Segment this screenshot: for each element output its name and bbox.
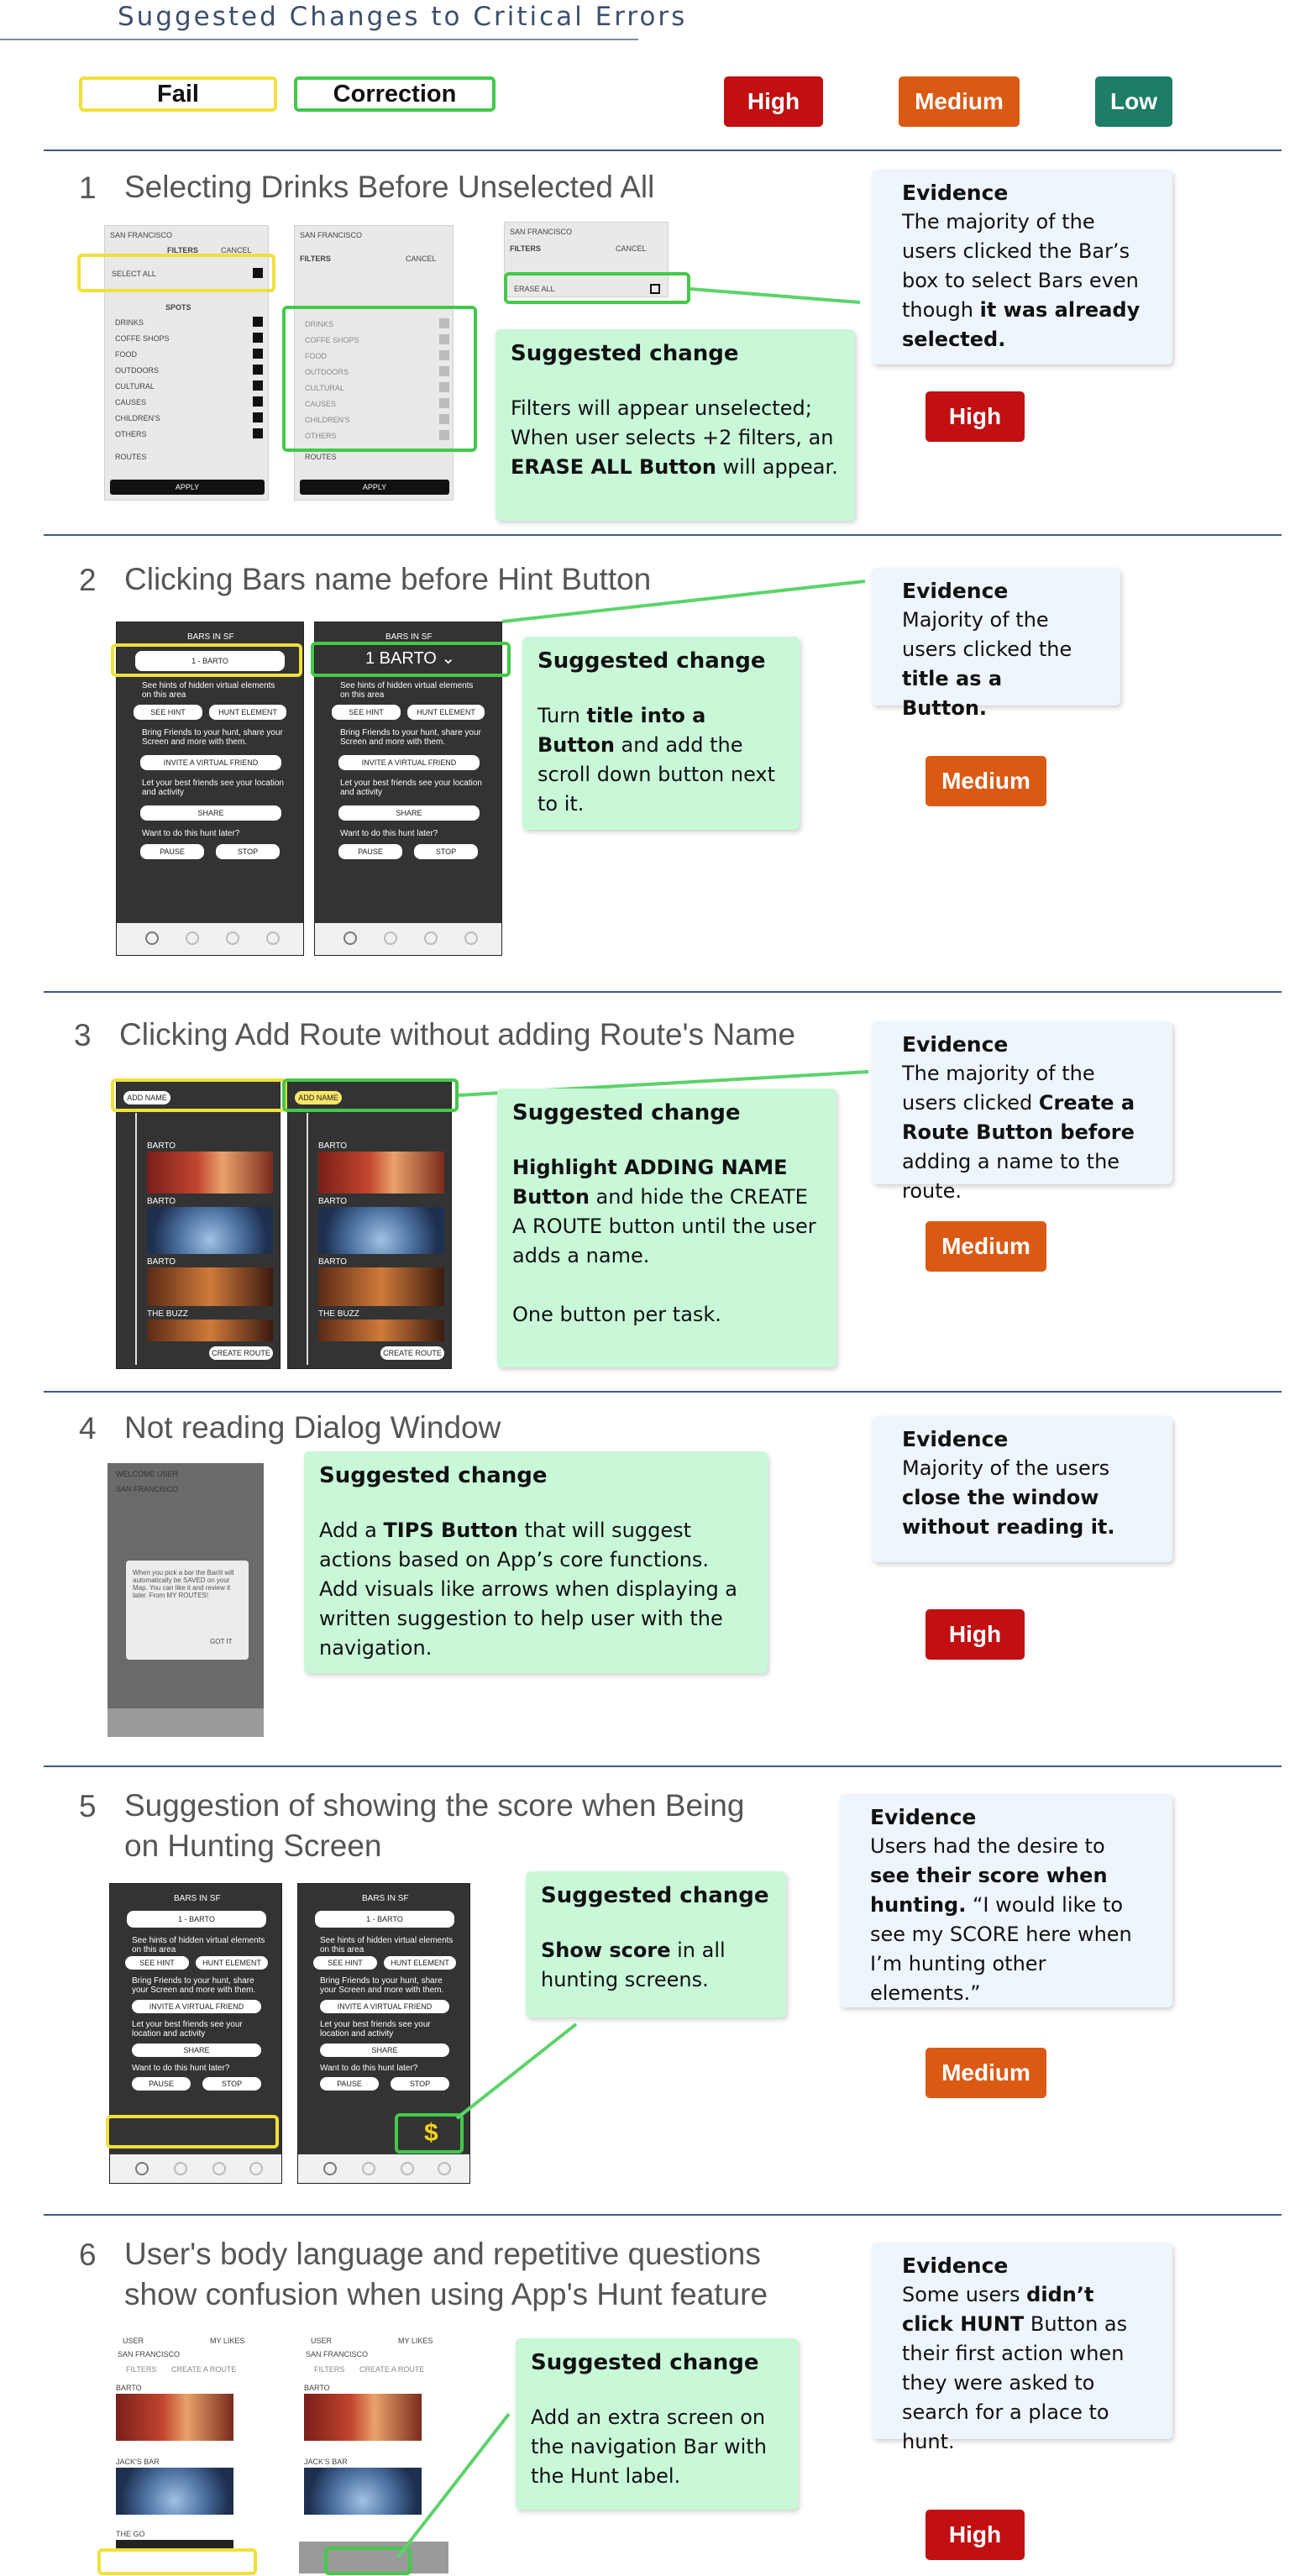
evidence-card	[840, 1794, 1172, 2007]
route-stop-label: BARTO	[318, 1197, 348, 1206]
filter-item: OUTDOORS	[115, 366, 160, 375]
route-stop-label: BARTO	[318, 1257, 348, 1267]
nav-icon[interactable]	[135, 2162, 149, 2175]
bottom-nav	[110, 2154, 282, 2184]
section-title-line2: show confusion when using App's Hunt feature	[124, 2277, 768, 2311]
evidence-text: Some users didn’t click HUNT Button as their first action when they were asked to search for a place to hunt.	[902, 2283, 1128, 2453]
later-text: Want to do this hunt later?	[142, 829, 240, 838]
route-stop-label: BARTO	[318, 1141, 348, 1151]
filter-item: DRINKS	[115, 318, 144, 327]
list-mockup-fail	[111, 2332, 260, 2573]
route-stop-photo	[318, 1152, 444, 1194]
section-title-line1: Suggestion of showing the score when Being	[124, 1788, 745, 1823]
bar-select[interactable]: 1 - BARTO	[127, 1911, 266, 1928]
apply-button[interactable]: APPLY	[300, 480, 449, 495]
section-divider	[44, 1765, 1282, 1767]
suggestion-card	[516, 2338, 798, 2510]
nav-icon[interactable]	[362, 2162, 375, 2175]
hint-text: See hints of hidden virtual elements on this area	[320, 1936, 454, 1954]
share-button[interactable]: SHARE	[320, 2043, 449, 2057]
suggestion-card	[304, 1451, 768, 1673]
hunt-header: BARS IN SF	[385, 632, 433, 642]
connector-line	[689, 286, 862, 306]
create-route-button[interactable]: CREATE ROUTE	[380, 1346, 444, 1360]
hunt-element-button[interactable]: HUNT ELEMENT	[407, 705, 485, 720]
stop-button[interactable]: STOP	[202, 2077, 261, 2091]
evidence-text: Majority of the users close the window without reading it.	[902, 1456, 1115, 1539]
stop-button[interactable]: STOP	[391, 2077, 449, 2091]
filter-item: CAUSES	[305, 400, 337, 408]
fail-highlight	[106, 2115, 279, 2148]
location-label: SAN FRANCISCO	[110, 231, 173, 239]
filter-item: OUTDOORS	[305, 368, 349, 376]
pause-button[interactable]: PAUSE	[140, 844, 204, 859]
create-route-label[interactable]: CREATE A ROUTE	[171, 2365, 237, 2374]
user-label: USER	[123, 2337, 144, 2345]
cancel-label: CANCEL	[406, 254, 437, 263]
suggestion-card	[497, 1089, 836, 1367]
nav-icon[interactable]	[464, 931, 478, 945]
nav-icon[interactable]	[384, 931, 397, 945]
route-stop-photo	[318, 1207, 444, 1254]
legend-medium-badge: Medium	[899, 76, 1020, 127]
section-title-line2: on Hunting Screen	[124, 1828, 382, 1863]
bring-text: Bring Friends to your hunt, share your Screen and more with them.	[142, 728, 283, 747]
route-mockup-fail	[116, 1078, 281, 1369]
filter-item: OTHERS	[115, 430, 147, 438]
bar-select[interactable]: 1 - BARTO	[315, 1911, 454, 1928]
let-text: Let your best friends see your location and activity	[320, 2020, 431, 2038]
bring-text: Bring Friends to your hunt, share your Screen and more with them.	[340, 728, 481, 747]
filter-item: FOOD	[305, 352, 327, 360]
checkbox	[650, 284, 660, 294]
nav-icon[interactable]	[343, 931, 357, 945]
nav-icon[interactable]	[212, 2162, 226, 2175]
got-it-button[interactable]: GOT IT	[210, 1638, 233, 1645]
nav-icon[interactable]	[174, 2162, 187, 2175]
hunt-header: BARS IN SF	[174, 1894, 221, 1903]
hunt-element-button[interactable]: HUNT ELEMENT	[209, 705, 286, 720]
hint-text: See hints of hidden virtual elements on this area	[132, 1936, 265, 1954]
section-title: Clicking Bars name before Hint Button	[124, 562, 652, 596]
location-label: SAN FRANCISCO	[306, 2350, 369, 2358]
suggestion-text: Add an extra screen on the navigation Bar with the Hunt label.	[531, 2405, 767, 2488]
evidence-text: The majority of the users clicked Create a Route Button before adding a name to the route.	[902, 1062, 1135, 1203]
section-number: 3	[74, 1018, 92, 1052]
severity-badge: Medium	[926, 2048, 1046, 2098]
later-text: Want to do this hunt later?	[132, 2064, 230, 2073]
location-label: SAN FRANCISCO	[118, 2350, 181, 2358]
page-title: Suggested Changes to Critical Errors	[118, 2, 688, 32]
share-button[interactable]: SHARE	[140, 805, 281, 821]
later-text: Want to do this hunt later?	[340, 829, 438, 838]
nav-icon[interactable]	[438, 2162, 451, 2175]
list-item-photo	[116, 2394, 233, 2441]
suggestion-text: Highlight ADDING NAME Button and hide the CREATE A ROUTE button until the user adds a name.	[512, 1156, 816, 1267]
route-stop-label: THE BUZZ	[318, 1309, 359, 1319]
route-stop-label: BARTO	[147, 1141, 176, 1151]
evidence-text: Users had the desire to see their score when hunting. “I would like to see my SCORE here when I’m hunting other elements.”	[870, 1834, 1132, 2005]
apply-button[interactable]: APPLY	[110, 480, 265, 495]
evidence-title: Evidence	[902, 1032, 1009, 1057]
section-title-line1: User's body language and repetitive questions	[124, 2237, 761, 2271]
add-name-button[interactable]: ADD NAME	[123, 1091, 170, 1104]
route-stop-label: THE BUZZ	[147, 1309, 188, 1319]
filters-label[interactable]: FILTERS	[126, 2365, 157, 2374]
list-item-label: JACK'S BAR	[116, 2458, 160, 2466]
connector-line	[395, 2411, 512, 2560]
pause-button[interactable]: PAUSE	[320, 2077, 379, 2091]
invite-button[interactable]: INVITE A VIRTUAL FRIEND	[338, 755, 480, 770]
filter-item: OTHERS	[305, 432, 337, 440]
filter-item: DRINKS	[305, 320, 334, 328]
welcome-user: WELCOME USER	[116, 1470, 179, 1478]
route-stop-photo	[318, 1267, 444, 1306]
erase-all-button[interactable]: ERASE ALL	[514, 285, 555, 293]
filter-item: CHILDREN'S	[305, 416, 350, 424]
section-divider	[44, 2214, 1282, 2216]
list-item-photo	[116, 2468, 233, 2515]
nav-icon[interactable]	[323, 2162, 337, 2175]
evidence-text: The majority of the users clicked the Bar’s box to select Bars even though it was already selected.	[902, 210, 1141, 351]
route-stop-label: BARTO	[147, 1257, 176, 1267]
my-likes-label: MY LIKES	[210, 2337, 245, 2345]
list-item-label: BARTO	[304, 2384, 330, 2392]
evidence-title: Evidence	[902, 1427, 1009, 1451]
filters-header: FILTERS	[510, 244, 541, 253]
checkbox-column	[253, 317, 263, 443]
section-number: 2	[79, 563, 97, 597]
share-button[interactable]: SHARE	[338, 805, 480, 821]
bar-title-button[interactable]: 1 BARTO ⌄	[365, 649, 456, 668]
filter-item: CULTURAL	[305, 384, 344, 392]
evidence-title: Evidence	[902, 2253, 1009, 2278]
fail-highlight	[111, 1078, 287, 1112]
list-item-label: BARTO	[116, 2384, 142, 2392]
suggestion-title: Suggested change	[319, 1463, 548, 1488]
section-number: 4	[79, 1411, 97, 1445]
bottom-nav	[298, 2154, 470, 2184]
section-title: Selecting Drinks Before Unselected All	[124, 170, 655, 204]
dialog-mockup	[108, 1463, 264, 1737]
list-item-label: JACK'S BAR	[304, 2458, 348, 2466]
location-label: SAN FRANCISCO	[300, 231, 363, 239]
suggestion-text: Turn title into a Button and add the scroll down button next to it.	[538, 704, 776, 816]
hunt-element-button[interactable]: HUNT ELEMENT	[196, 1956, 268, 1970]
route-stop-photo	[147, 1152, 273, 1194]
nav-icon[interactable]	[424, 931, 438, 945]
evidence-text: Majority of the users clicked the title as a Button.	[902, 608, 1072, 720]
section-divider	[44, 991, 1282, 993]
correction-highlight	[504, 272, 690, 304]
evidence-card	[872, 2243, 1172, 2453]
severity-badge: Medium	[926, 1221, 1046, 1272]
score-coins-icon: $	[424, 2119, 438, 2147]
route-stop-photo	[318, 1319, 444, 1341]
evidence-card	[872, 1416, 1172, 1562]
let-text: Let your best friends see your location and activity	[340, 779, 482, 797]
filters-header: FILTERS	[167, 246, 198, 254]
suggestion-card	[526, 1871, 786, 2017]
cancel-label: CANCEL	[616, 244, 647, 253]
stop-button[interactable]: STOP	[216, 844, 280, 859]
correction-highlight	[282, 306, 477, 452]
severity-badge: High	[926, 391, 1025, 442]
invite-button[interactable]: INVITE A VIRTUAL FRIEND	[132, 2000, 261, 2013]
user-label: USER	[311, 2337, 333, 2345]
section-title: Not reading Dialog Window	[124, 1410, 501, 1445]
dialog-window	[126, 1561, 249, 1660]
hunt-header: BARS IN SF	[362, 1894, 409, 1903]
select-all-label: SELECT ALL	[112, 270, 156, 278]
legend-correction: Correction	[294, 76, 496, 112]
bar-select[interactable]: 1 - BARTO	[135, 651, 285, 671]
nav-icon[interactable]	[226, 931, 239, 945]
suggestion-note: One button per task.	[512, 1303, 721, 1326]
routes-label: ROUTES	[115, 453, 147, 461]
filter-item: CULTURAL	[115, 382, 155, 391]
severity-badge: High	[926, 1609, 1025, 1660]
evidence-title: Evidence	[902, 181, 1009, 205]
suggestion-text: Filters will appear unselected; When user selects +2 filters, an ERASE ALL Button will appear.	[511, 396, 838, 479]
invite-button[interactable]: INVITE A VIRTUAL FRIEND	[320, 2000, 449, 2013]
suggestion-card	[496, 329, 855, 521]
nav-icon[interactable]	[145, 931, 159, 945]
fail-highlight	[111, 643, 302, 677]
stop-button[interactable]: STOP	[414, 844, 478, 859]
filter-item: CHILDREN'S	[115, 414, 160, 422]
see-hint-button[interactable]: SEE HINT	[313, 1956, 377, 1970]
suggestion-card	[522, 637, 800, 830]
evidence-card	[872, 170, 1172, 365]
see-hint-button[interactable]: SEE HINT	[332, 705, 401, 720]
section-divider	[44, 150, 1282, 151]
suggestion-text: Show score in all hunting screens.	[541, 1939, 726, 1991]
filters-header: FILTERS	[300, 254, 331, 263]
cancel-label: CANCEL	[221, 246, 252, 254]
evidence-card	[872, 1021, 1172, 1203]
dialog-text: When you pick a bar the Bar/it will automatically be SAVED on your Map. You can like it and review it later. From MY ROUTES!	[133, 1569, 234, 1599]
suggestion-title: Suggested change	[531, 2350, 759, 2375]
filter-item: COFFE SHOPS	[115, 334, 170, 343]
route-stop-label: BARTO	[147, 1197, 176, 1206]
bottom-nav	[117, 923, 304, 956]
create-route-button[interactable]: CREATE ROUTE	[209, 1346, 273, 1360]
nav-icon[interactable]	[401, 2162, 414, 2175]
severity-badge: High	[926, 2510, 1025, 2560]
section-number: 5	[79, 1789, 97, 1823]
correction-highlight	[282, 1078, 459, 1112]
location-label: SAN FRANCISCO	[510, 228, 573, 236]
correction-highlight	[311, 642, 511, 677]
bottom-nav	[315, 923, 502, 956]
section-divider	[44, 534, 1282, 536]
add-name-button[interactable]: ADD NAME	[295, 1091, 342, 1104]
title-underline	[0, 39, 638, 40]
invite-button[interactable]: INVITE A VIRTUAL FRIEND	[140, 755, 281, 770]
hunt-header: BARS IN SF	[187, 632, 234, 642]
suggestion-title: Suggested change	[541, 1883, 769, 1908]
bottom-nav	[108, 1708, 264, 1737]
suggestion-title: Suggested change	[511, 341, 739, 366]
fail-highlight	[97, 2548, 257, 2575]
spots-label: SPOTS	[165, 303, 191, 312]
let-text: Let your best friends see your location and activity	[132, 2020, 243, 2038]
nav-icon[interactable]	[186, 931, 199, 945]
filter-item: COFFE SHOPS	[305, 336, 359, 344]
my-likes-label: MY LIKES	[398, 2337, 433, 2345]
filter-item: CAUSES	[115, 398, 147, 407]
route-stop-photo	[147, 1267, 273, 1306]
hint-text: See hints of hidden virtual elements on this area	[340, 681, 474, 700]
let-text: Let your best friends see your location and activity	[142, 779, 284, 797]
route-line	[135, 1113, 137, 1365]
suggestion-title: Suggested change	[538, 648, 766, 674]
list-item-label: THE GO	[116, 2530, 145, 2538]
nav-icon[interactable]	[249, 2162, 263, 2175]
chevron-down-icon: ⌄	[441, 649, 456, 668]
bring-text: Bring Friends to your hunt, share your Screen and more with them.	[132, 1976, 256, 1995]
evidence-title: Evidence	[902, 579, 1009, 603]
section-number: 6	[79, 2238, 97, 2272]
evidence-card	[872, 568, 1120, 720]
section-title: Clicking Add Route without adding Route's Name	[119, 1017, 796, 1052]
bring-text: Bring Friends to your hunt, share your Screen and more with them.	[320, 1976, 444, 1995]
route-line	[307, 1113, 308, 1365]
see-hint-button[interactable]: SEE HINT	[134, 705, 202, 720]
legend-high-badge: High	[724, 76, 823, 127]
pause-button[interactable]: PAUSE	[132, 2077, 191, 2091]
share-button[interactable]: SHARE	[132, 2043, 261, 2057]
filters-label[interactable]: FILTERS	[314, 2365, 345, 2374]
suggestion-title: Suggested change	[512, 1100, 741, 1125]
routes-label: ROUTES	[305, 453, 337, 461]
section-number: 1	[79, 171, 97, 205]
severity-badge: Medium	[926, 756, 1046, 806]
hint-text: See hints of hidden virtual elements on this area	[142, 681, 275, 700]
hunt-element-button[interactable]: HUNT ELEMENT	[384, 1956, 456, 1970]
nav-icon[interactable]	[266, 931, 280, 945]
connector-line	[454, 2021, 579, 2122]
location-label: SAN FRANCISCO	[116, 1485, 179, 1493]
later-text: Want to do this hunt later?	[320, 2064, 418, 2073]
section-divider	[44, 1391, 1282, 1393]
route-mockup-correction	[287, 1078, 452, 1369]
route-stop-photo	[147, 1207, 273, 1254]
pause-button[interactable]: PAUSE	[338, 844, 402, 859]
connector-line	[501, 578, 867, 625]
create-route-label[interactable]: CREATE A ROUTE	[359, 2365, 425, 2374]
route-stop-photo	[147, 1319, 273, 1341]
suggestion-text: Add a TIPS Button that will suggest actions based on App’s core functions. Add visuals like arrows when displaying a written suggestion to help user with the navigation.	[319, 1519, 738, 1660]
see-hint-button[interactable]: SEE HINT	[125, 1956, 189, 1970]
fail-highlight	[77, 254, 275, 292]
legend-fail: Fail	[79, 76, 277, 112]
legend-low-badge: Low	[1095, 76, 1172, 127]
evidence-title: Evidence	[870, 1805, 977, 1829]
filter-item: FOOD	[115, 350, 137, 359]
